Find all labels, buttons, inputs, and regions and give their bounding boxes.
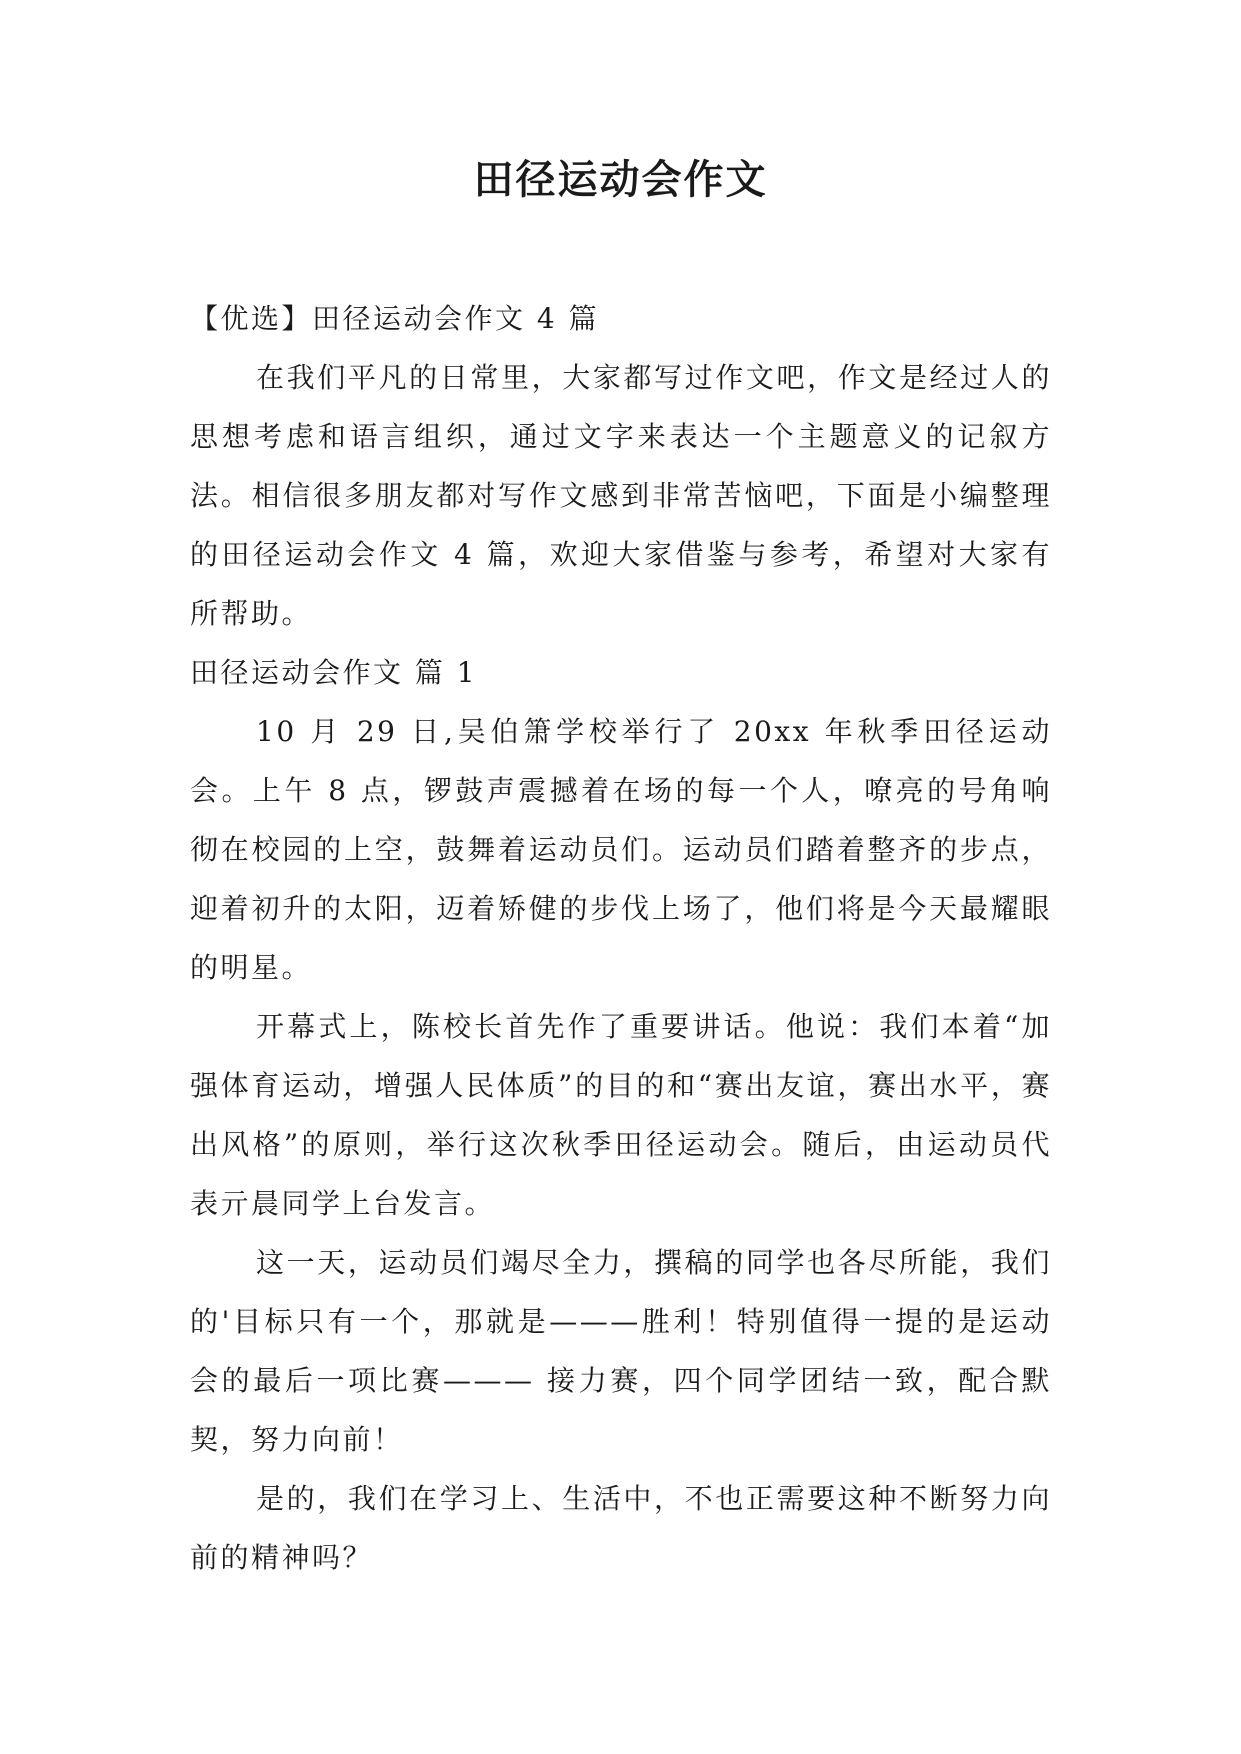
document-subtitle: 【优选】田径运动会作文 4 篇: [190, 302, 600, 335]
document-body: [190, 289, 1052, 1587]
body-paragraph: 10 月 29 日,吴伯箫学校举行了 20xx 年秋季田径运动会。上午 8 点，锣鼓声震撼着在场的每一个人，嘹亮的号角响彻在校园的上空，鼓舞着运动员们。运动员们踏着整齐的步点，迎着初升的太阳，迈着矫健的步伐上场了，他们将是今天最耀眼的明星。: [190, 715, 1052, 984]
document-title: 田径运动会作文: [473, 157, 768, 203]
body-paragraph: 开幕式上，陈校长首先作了重要讲话。他说：我们本着“加强体育运动，增强人民体质”的目的和“赛出友谊，赛出水平，赛出风格”的原则，举行这次秋季田径运动会。随后，由运动员代表亓晨同学上台发言。: [190, 1010, 1052, 1220]
intro-paragraph: 在我们平凡的日常里，大家都写过作文吧，作文是经过人的思想考虑和语言组织，通过文字来表达一个主题意义的记叙方法。相信很多朋友都对写作文感到非常苦恼吧，下面是小编整理的田径运动会作文 4 篇，欢迎大家借鉴与参考，希望对大家有所帮助。: [190, 361, 1052, 630]
body-paragraph: 这一天，运动员们竭尽全力，撰稿的同学也各尽所能，我们的'目标只有一个，那就是———胜利！特别值得一提的是运动会的最后一项比赛——— 接力赛，四个同学团结一致，配合默契，努力向前！: [190, 1246, 1052, 1456]
section-heading: 田径运动会作文 篇 1: [190, 656, 478, 689]
body-paragraph: 是的，我们在学习上、生活中，不也正需要这种不断努力向前的精神吗？: [190, 1482, 1052, 1574]
